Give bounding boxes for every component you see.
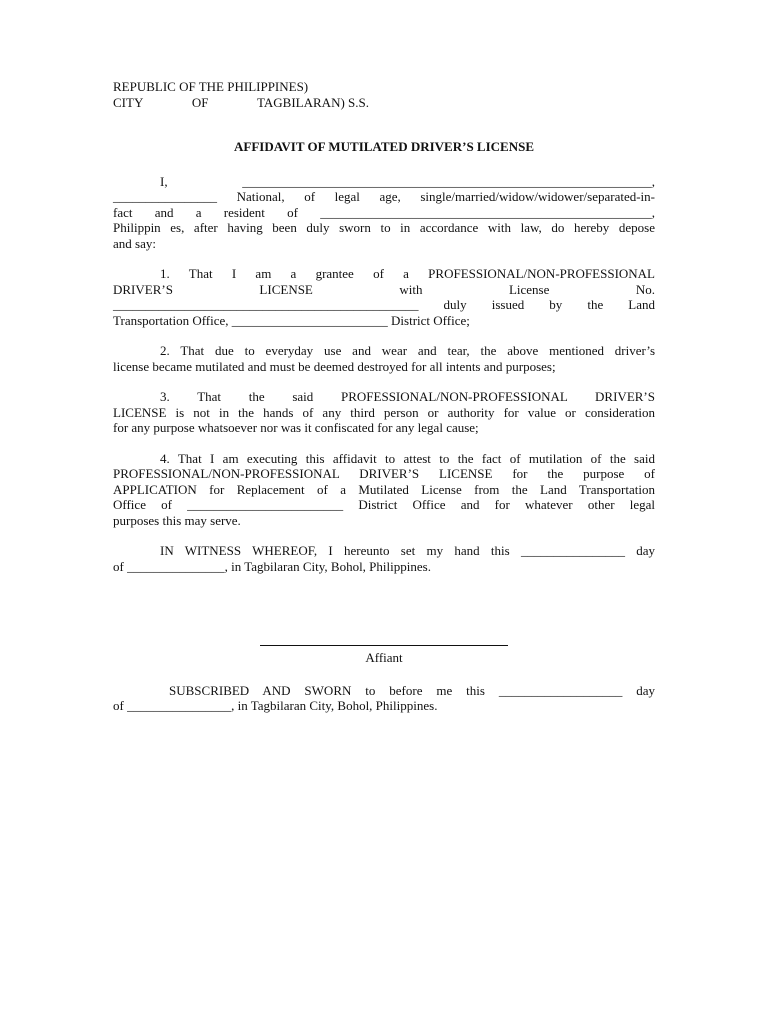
paragraph-1-line-2: DRIVER’S LICENSE with License No. xyxy=(113,281,655,297)
paragraph-4-line-3: APPLICATION for Replacement of a Mutilated License from the Land Transportation xyxy=(113,481,655,497)
paragraph-3-line-1: 3. That the said PROFESSIONAL/NON-PROFESSIONAL DRIVER’S xyxy=(160,389,655,404)
intro-line-2: ________________ National, of legal age, single/married/widow/widower/separated-in- xyxy=(113,189,655,204)
paragraph-1-line-1: 1. That I am a grantee of a PROFESSIONAL/NON-PROFESSIONAL xyxy=(160,266,655,281)
jurat-line-2: of ________________, in Tagbilaran City, Bohol, Philippines. xyxy=(113,698,438,713)
intro-line-5: and say: xyxy=(113,235,156,251)
paragraph-1-line-3: _______________________________________________ duly issued by the Land xyxy=(113,297,655,312)
jurat-paragraph xyxy=(113,683,655,714)
paragraph-2-line-2: license became mutilated and must be deemed destroyed for all intents and purposes; xyxy=(113,358,556,374)
document-title: AFFIDAVIT OF MUTILATED DRIVER’S LICENSE xyxy=(233,139,534,154)
header-city-word: CITY xyxy=(113,94,144,110)
header-of-word: OF xyxy=(191,94,209,110)
affiant-label: Affiant xyxy=(365,650,403,665)
witness-line-2: of _______________, in Tagbilaran City, Bohol, Philippines. xyxy=(113,558,431,574)
document-header xyxy=(113,79,655,110)
intro-line-4: Philippin es, after having been duly sworn to in accordance with law, do hereby depose xyxy=(113,220,655,235)
header-city-name: TAGBILARAN) S.S. xyxy=(257,94,369,110)
header-republic: REPUBLIC OF THE PHILIPPINES) xyxy=(113,79,309,94)
paragraph-3 xyxy=(113,389,655,436)
header-city-line xyxy=(113,95,369,111)
witness-paragraph xyxy=(113,543,655,574)
intro-line-1: I, _______________________________________________________________, xyxy=(160,173,655,189)
paragraph-4-line-2: PROFESSIONAL/NON-PROFESSIONAL DRIVER’S LICENSE for the purpose of xyxy=(113,466,655,481)
paragraph-3-line-2: LICENSE is not in the hands of any third person or authority for value or consideration xyxy=(113,404,655,420)
intro-paragraph xyxy=(113,174,655,252)
paragraph-4-line-4: Office of ________________________ District Office and for whatever other legal xyxy=(113,497,655,512)
intro-line-3: fact and a resident of ___________________________________________________, xyxy=(113,204,655,220)
paragraph-4-line-1: 4. That I am executing this affidavit to attest to the fact of mutilation of the said xyxy=(160,450,655,466)
paragraph-3-line-3: for any purpose whatsoever nor was it confiscated for any legal cause; xyxy=(113,420,479,435)
paragraph-1-line-4: Transportation Office, ________________________ District Office; xyxy=(113,312,470,328)
paragraph-2-line-1: 2. That due to everyday use and wear and tear, the above mentioned driver’s xyxy=(160,343,655,358)
paragraph-4-line-5: purposes this may serve. xyxy=(113,512,241,528)
paragraph-2 xyxy=(113,343,655,374)
paragraph-1 xyxy=(113,266,655,328)
affiant-signature-block xyxy=(260,644,508,666)
affidavit-document xyxy=(113,79,655,729)
paragraph-4 xyxy=(113,451,655,529)
affiant-signature-line xyxy=(260,644,508,646)
jurat-line-1: SUBSCRIBED AND SWORN to before me this ___________________ day xyxy=(169,682,655,698)
witness-line-1: IN WITNESS WHEREOF, I hereunto set my hand this ________________ day xyxy=(160,543,655,558)
